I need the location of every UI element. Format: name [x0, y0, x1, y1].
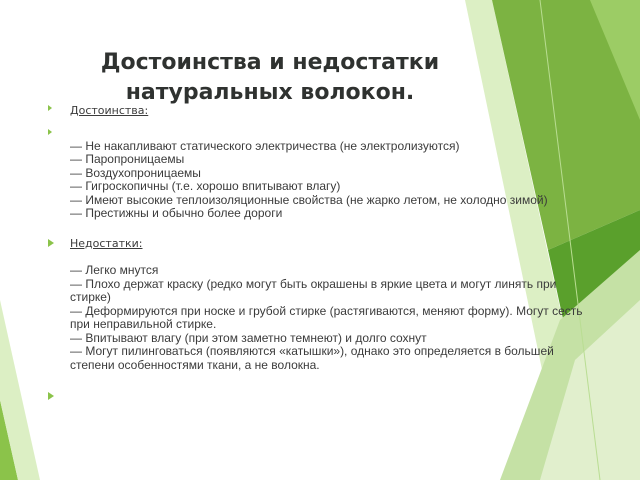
- advantages-heading: Достоинства:: [70, 104, 149, 117]
- bullet-arrow-icon: [48, 105, 52, 111]
- bullet-arrow-icon: [48, 239, 54, 247]
- advantage-item: — Гигроскопичны (т.е. хорошо впитывают влагу): [70, 179, 341, 193]
- disadvantage-item: — Легко мнутся: [70, 263, 159, 277]
- disadvantages-heading: Недостатки:: [70, 236, 143, 250]
- advantage-item: — Не накапливают статического электричества (не электролизуются): [70, 138, 460, 153]
- advantages-heading-row: [48, 104, 588, 118]
- advantages-list: [48, 140, 588, 221]
- disadvantage-item: — Деформируются при носке и грубой стирке (растягиваются, меняют форму). Могут сесть при неправильной стирке.: [70, 303, 583, 331]
- advantage-item: — Воздухопроницаемы: [70, 165, 201, 180]
- empty-bullet-row: [48, 390, 588, 402]
- advantage-item: — Престижны и обычно более дороги: [70, 206, 283, 220]
- bullet-arrow-icon: [48, 392, 54, 400]
- advantages-bullet: [48, 128, 588, 140]
- disadvantage-item: — Плохо держат краску (редко могут быть окрашены в яркие цвета и могут линять при стирке): [70, 276, 557, 304]
- advantage-item: — Паропроницаемы: [70, 152, 185, 166]
- slide-content: [48, 104, 588, 402]
- advantage-item: — Имеют высокие теплоизоляционные свойства (не жарко летом, не холодно зимой): [70, 192, 548, 207]
- bullet-arrow-icon: [48, 129, 52, 135]
- disadvantages-heading-row: [48, 237, 588, 251]
- disadvantages-list: [48, 264, 588, 372]
- disadvantage-item: — Впитывают влагу (при этом заметно темнеют) и долго сохнут: [70, 330, 427, 345]
- disadvantage-item: — Могут пилинговаться (появляются «катышки»), однако это определяется в большей степени особенностями ткани, а не волокна.: [70, 344, 554, 372]
- slide-title: Достоинства и недостатки натуральных волокон.: [100, 50, 440, 105]
